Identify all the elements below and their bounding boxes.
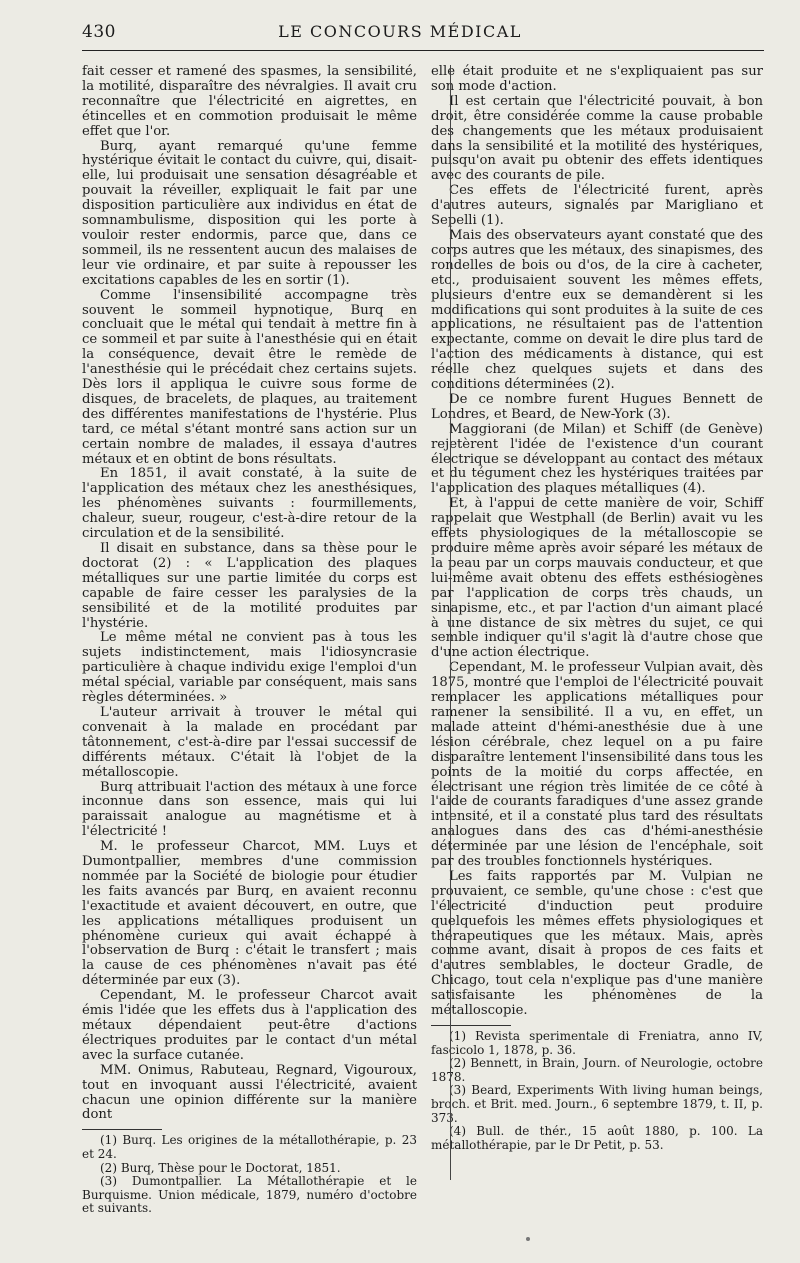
footnote: (4) Bull. de thér., 15 août 1880, p. 100. La métallothérapie, par le Dr Petit, p. 53. [431,1124,763,1152]
left-column [82,65,417,1216]
footnote: (1) Burq. Les origines de la métallothérapie, p. 23 et 24. [82,1133,417,1161]
paragraph: De ce nombre furent Hugues Bennett de Londres, et Beard, de New-York (3). [431,391,763,422]
paragraph: Il disait en substance, dans sa thèse pour le doctorat (2) : « L'application des plaques métalliques sur une partie limitée du corps est capable de faire cesser les paralysies de la sensibilité et de la motilité produites par l'hystérie. [82,541,417,631]
paragraph: Cependant, M. le professeur Vulpian avait, dès 1875, montré que l'emploi de l'électricité pouvait remplacer les applications métalliques pour ramener la sensibilité. Il a vu, en effet, un malade atteint d'hémi-anesthésie due à une lésion cérébrale, chez lequel on a pu faire disparaître lentement l'insensibilité dans tous les points de la moitié du corps affectée, en électrisant une région très limitée de ce côté à l'aide de courants faradiques d'une assez grande intensité, et il a constaté plus tard des résultats analogues dans des cas d'hémi-anesthésie déterminée par une lésion de l'encéphale, soit par des troubles fonctionnels hystériques. [431,660,763,870]
paragraph: Maggiorani (de Milan) et Schiff (de Genève) rejetèrent l'idée de l'existence d'un courant électrique se développant au contact des métaux et du tégument chez les hystériques traitées par l'application des plaques métalliques (4). [431,421,763,497]
paragraph: Le même métal ne convient pas à tous les sujets indistinctement, mais l'idiosyncrasie particulière à chaque individu exige l'emploi d'un métal spécial, variable par conséquent, mais sans règles déterminées. » [82,630,417,706]
footnote-rule [82,1129,162,1130]
footnote: (3) Dumontpallier. La Métallothérapie et le Burquisme. Union médicale, 1879, numéro d'octobre et suivants. [82,1174,417,1216]
paragraph: MM. Onimus, Rabuteau, Regnard, Vigouroux, tout en invoquant aussi l'électricité, avaient chacun une opinion différente sur la manière dont [82,1062,417,1123]
paragraph: Ces effets de l'électricité furent, après d'autres auteurs, signalés par Marigliano et Sepelli (1). [431,183,763,229]
paragraph: L'auteur arrivait à trouver le métal qui convenait à la malade en procédant par tâtonnement, c'est-à-dire par l'essai successif de différents métaux. C'était là l'objet de la métalloscopie. [82,704,417,780]
running-title: LE CONCOURS MÉDICAL [278,22,522,41]
paragraph: Les faits rapportés par M. Vulpian ne prouvaient, ce semble, qu'une chose : c'est que l'électricité d'induction peut produire quelquefois les mêmes effets physiologiques et thérapeutiques que les métaux. Mais, après comme avant, disait à propos de ces faits et d'autres semblables, le docteur Gradle, de Chicago, tout cela n'explique pas d'une manière satisfaisante les phénomènes de la métalloscopie. [431,868,763,1019]
two-column-body [82,65,764,1216]
paragraph: En 1851, il avait constaté, à la suite de l'application des métaux chez les anesthésiques, les phénomènes suivants : fourmillements, chaleur, sueur, rougeur, c'est-à-dire retour de la circulation et de la sensibilité. [82,466,417,542]
page-number: 430 [82,22,116,42]
header-rule [82,50,764,51]
paragraph: Burq, ayant remarqué qu'une femme hystérique évitait le contact du cuivre, qui, disait-elle, lui produisait une sensation désagréable et pouvait la réveiller, expliquait le fait par une disposition particulière aux individus en état de somnambulisme, disposition qui les porte à vouloir rester endormis, parce que, dans ce sommeil, ils ne ressentent aucun des malaises de leur vie ordinaire, et par suite à repousser les excitations capables de les en sortir (1). [82,138,417,288]
paragraph: Cependant, M. le professeur Charcot avait émis l'idée que les effets dus à l'application des métaux dépendaient peut-être d'actions électriques produites par le contact d'un métal avec la surface cutanée. [82,988,417,1063]
paragraph: Mais des observateurs ayant constaté que des corps autres que les métaux, des sinapismes, des rondelles de bois ou d'os, de la cire à cacheter, etc., produisaient souvent les mêmes effets, plusieurs d'entre eux se demandèrent si les modifications qui sont produites à la suite de ces applications, ne résultaient pas de l'attention expectante, comme on devait le dire plus tard de l'action des médicaments à distance, qui est réelle chez quelques sujets et dans des conditions déterminées (2). [431,227,763,393]
paragraph: elle était produite et ne s'expliquaient pas sur son mode d'action. [431,64,763,94]
paragraph: Il est certain que l'électricité pouvait, à bon droit, être considérée comme la cause probable des changements que les métaux produisaient dans la sensibilité et la motilité des hystériques, puisqu'on avait pu obtenir des effets identiques avec des courants de pile. [431,93,763,184]
footnote: (3) Beard, Experiments With living human beings, broch. et Brit. med. Journ., 6 septembre 1879, t. II, p. 373. [431,1083,763,1125]
paragraph: fait cesser et ramené des spasmes, la sensibilité, la motilité, disparaître des névralgies. Il avait cru reconnaître que l'électricité en aigrettes, en étincelles et en commotion produisait le même effet que l'or. [82,64,417,139]
footnote: (1) Revista sperimentale di Freniatra, anno IV, fascicolo 1, 1878, p. 36. [431,1029,763,1057]
paragraph: Comme l'insensibilité accompagne très souvent le sommeil hypnotique, Burq en concluait que le métal qui tendait à mettre fin à ce sommeil et par suite à l'anesthésie qui en était la conséquence, devait être le remède de l'anesthésie qui le précédait chez certains sujets. Dès lors il appliqua le cuivre sous forme de disques, de bracelets, de plaques, au traitement des différentes manifestations de l'hystérie. Plus tard, ce métal s'étant montré sans action sur un certain nombre de malades, il essaya d'autres métaux et en obtint de bons résultats. [82,287,417,467]
column-divider [450,65,451,1180]
footnote: (2) Burq, Thèse pour le Doctorat, 1851. [100,1160,341,1175]
right-column [431,65,763,1216]
paragraph: Et, à l'appui de cette manière de voir, Schiff rappelait que Westphall (de Berlin) avait vu les effets physiologiques de la métalloscopie se produire même après avoir séparé les métaux de la peau par un corps mauvais conducteur, et que lui-même avait obtenu des effets esthésiogènes par l'application de corps très chauds, un sinapisme, etc., et par l'action d'un aimant placé à une distance de six mètres du sujet, ce qui semble indiquer qu'il s'agit là d'autre chose que d'une action électrique. [431,496,763,661]
paragraph: M. le professeur Charcot, MM. Luys et Dumontpallier, membres d'une commission nommée par la Société de biologie pour étudier les faits avancés par Burq, en avaient reconnu l'exactitude et avaient découvert, en outre, que les applications métalliques produisent un phénomène curieux qui avait échappé à l'observation de Burq : c'était le transfert ; mais la cause de ces phénomènes n'avait pas été déterminée par eux (3). [82,839,417,989]
paragraph: Burq attribuait l'action des métaux à une force inconnue dans son essence, mais qui lui paraissait analogue au magnétisme et à l'électricité ! [82,779,417,840]
print-speck [526,1237,530,1241]
footnote: (2) Bennett, in Brain, Journ. of Neurologie, octobre 1878. [431,1056,763,1084]
footnote-rule [431,1025,511,1026]
